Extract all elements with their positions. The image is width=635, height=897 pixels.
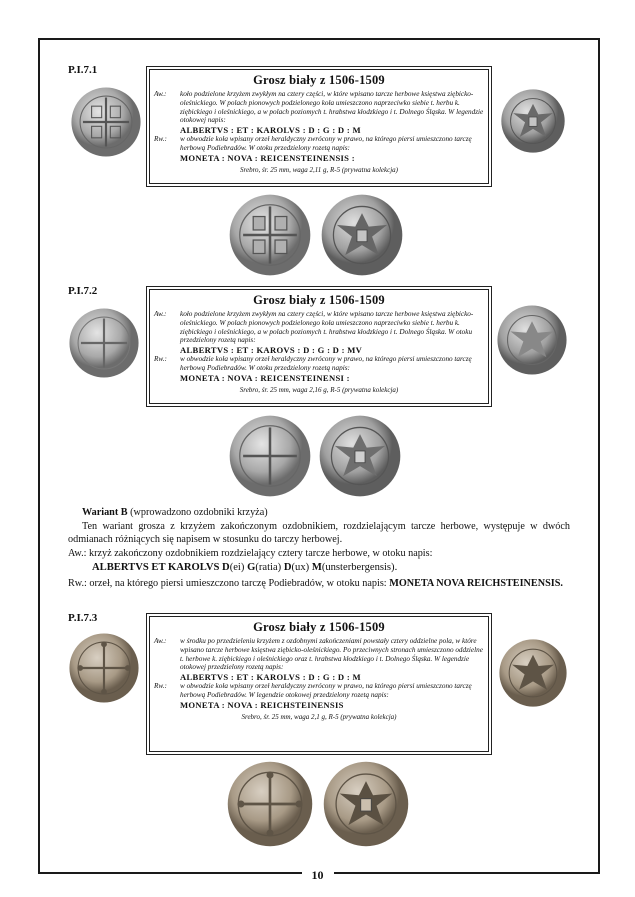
variant-rw-legend: MONETA NOVA REICHSTEINENSIS. <box>389 578 563 589</box>
coin-metadata: Srebro, śr. 25 mm, waga 2,11 g, R-5 (prywatna kolekcja) <box>240 165 398 174</box>
legend-part: ALBERTVS ET KAROLVS <box>92 562 223 573</box>
coin-obverse-image <box>68 307 140 379</box>
coin-obverse-large-image <box>226 760 314 848</box>
legend-part: (unsterbergensis). <box>321 562 398 573</box>
aw-description: w środku po przedzieleniu krzyżem z ozdobnymi zakończeniami powstały cztery oddzielne pola, w które wpisano tarcze herbowe księstwa ziębicko-oleśnickiego. Po przeciwnych stronach umieszczono oddzielne t. herbowe k. ziębickiego i oleśnickiego oraz t. hrabstwa kłodzkiego i t. Dolnego Śląska. W legendzie otokowej przedzielony rozetą napis: <box>180 637 483 672</box>
aw-description: koło podzielone krzyżem zwykłym na cztery części, w które wpisano tarcze herbowe księstwa ziębicko-oleśnickiego. W polach pionowych podzielonego koła umieszczono naprzeciwko siebie t. herbu k. ziębickiego i oleśnickiego, a w polach poziomych t. hrabstwa kłodzkiego i t. Dolnego Śląska. W legendzie otokowej napis: <box>180 90 484 125</box>
variant-heading <box>82 507 582 520</box>
coin-title: Grosz biały z 1506-1509 <box>253 293 385 307</box>
coin-description-box <box>146 613 492 755</box>
variant-rw-text: Rw.: orzeł, na którego piersi umieszczono tarczę Podiebradów, w otoku napis: <box>68 578 390 589</box>
legend-part: M <box>311 562 322 573</box>
entry-label: P.I.7.3 <box>68 612 98 624</box>
coin-obverse-image <box>68 632 140 704</box>
coin-description-box <box>146 286 492 407</box>
aw-legend: ALBERTVS : ET : KAROLVS : D : G : D : M <box>180 672 361 683</box>
coin-reverse-image <box>500 88 566 154</box>
rw-key: Rw.: <box>154 355 167 364</box>
coin-metadata: Srebro, śr. 25 mm, waga 2,1 g, R-5 (prywatna kolekcja) <box>241 712 397 721</box>
rw-legend: MONETA : NOVA : REICENSTEINENSI : <box>180 372 350 383</box>
variant-aw-line: Aw.: krzyż zakończony ozdobnikiem rozdzielający cztery tarcze herbowe, w otoku napis: <box>68 548 433 559</box>
legend-part: (ratia) <box>255 562 284 573</box>
aw-key: Aw.: <box>154 90 167 98</box>
rw-description: w obwodzie koła wpisany orzeł heraldyczny zwrócony w prawo, na którego piersi umieszczono tarczę herbową Podiebradów. W legendzie otokowej przedzielony rozetą napis: <box>180 682 472 699</box>
coin-metadata: Srebro, śr. 25 mm, waga 2,16 g, R-5 (prywatna kolekcja) <box>239 385 399 394</box>
coin-reverse-large-image <box>320 193 404 277</box>
aw-description: koło podzielone krzyżem zwykłym na cztery części, w które wpisano tarcze herbowe księstwa ziębicko-oleśnickiego. W polach pionowych podzielonego koła umieszczono naprzeciwko siebie t. herbu k. ziębickiego i oleśnickiego, a w polach poziomych t. hrabstwa kłodzkiego i t. Dolnego Śląska. W otoku przedzielony rozetą napis: <box>180 310 474 345</box>
rw-description: w obwodzie koła wpisany orzeł heraldyczny zwrócony w prawo, na którego piersi umieszczono tarczę herbową Podiebradów. W otoku przedzielony rozetą napis: <box>180 355 472 372</box>
rw-legend: MONETA : NOVA : REICHSTEINENSIS <box>180 699 344 710</box>
legend-part: D <box>283 562 292 573</box>
coin-obverse-image <box>70 86 142 158</box>
aw-legend: ALBERTVS : ET : KAROLVS : D : G : D : M <box>180 125 361 136</box>
rw-description: w obwodzie koła wpisany orzeł heraldyczny zwrócony w prawo, na którego piersi umieszczono tarczę herbową Podiebradów. W otoku przedzielony rozetą napis: <box>180 135 472 152</box>
aw-key: Aw.: <box>154 637 167 645</box>
entry-label: P.I.7.1 <box>68 64 98 76</box>
coin-title: Grosz biały z 1506-1509 <box>253 73 385 87</box>
legend-part: G <box>247 562 256 573</box>
coin-reverse-large-image <box>318 414 402 498</box>
variant-heading-rest: (wprowadzono ozdobniki krzyża) <box>127 507 268 518</box>
variant-aw-legend <box>92 562 572 575</box>
coin-title: Grosz biały z 1506-1509 <box>253 620 385 634</box>
rw-key: Rw.: <box>154 135 167 144</box>
coin-description-box <box>146 66 492 187</box>
aw-legend: ALBERTVS : ET : KAROVS : D : G : D : MV <box>180 345 363 356</box>
legend-part: (ei) <box>229 562 248 573</box>
page-number <box>0 866 635 884</box>
rw-key: Rw.: <box>154 682 167 691</box>
entry-label: P.I.7.2 <box>68 285 98 297</box>
coin-obverse-large-image <box>228 193 312 277</box>
variant-rw-line <box>68 578 572 591</box>
coin-reverse-image <box>498 638 568 708</box>
variant-heading-bold: Wariant B <box>82 507 128 518</box>
coin-reverse-large-image <box>322 760 410 848</box>
page-number-text: 10 <box>302 868 334 882</box>
legend-part: (ux) <box>291 562 312 573</box>
coin-reverse-image <box>496 304 568 376</box>
coin-obverse-large-image <box>228 414 312 498</box>
rw-legend: MONETA : NOVA : REICENSTEINENSIS : <box>180 152 355 163</box>
legend-part: D <box>222 562 230 573</box>
variant-paragraph: Ten wariant grosza z krzyżem zakończonym ozdobnikiem, rozdzielającym tarcze herbowe, występuje w dwóch odmianach różniących się napisem w stosunku do tarczy herbowej. <box>68 521 570 545</box>
aw-key: Aw.: <box>154 310 167 318</box>
